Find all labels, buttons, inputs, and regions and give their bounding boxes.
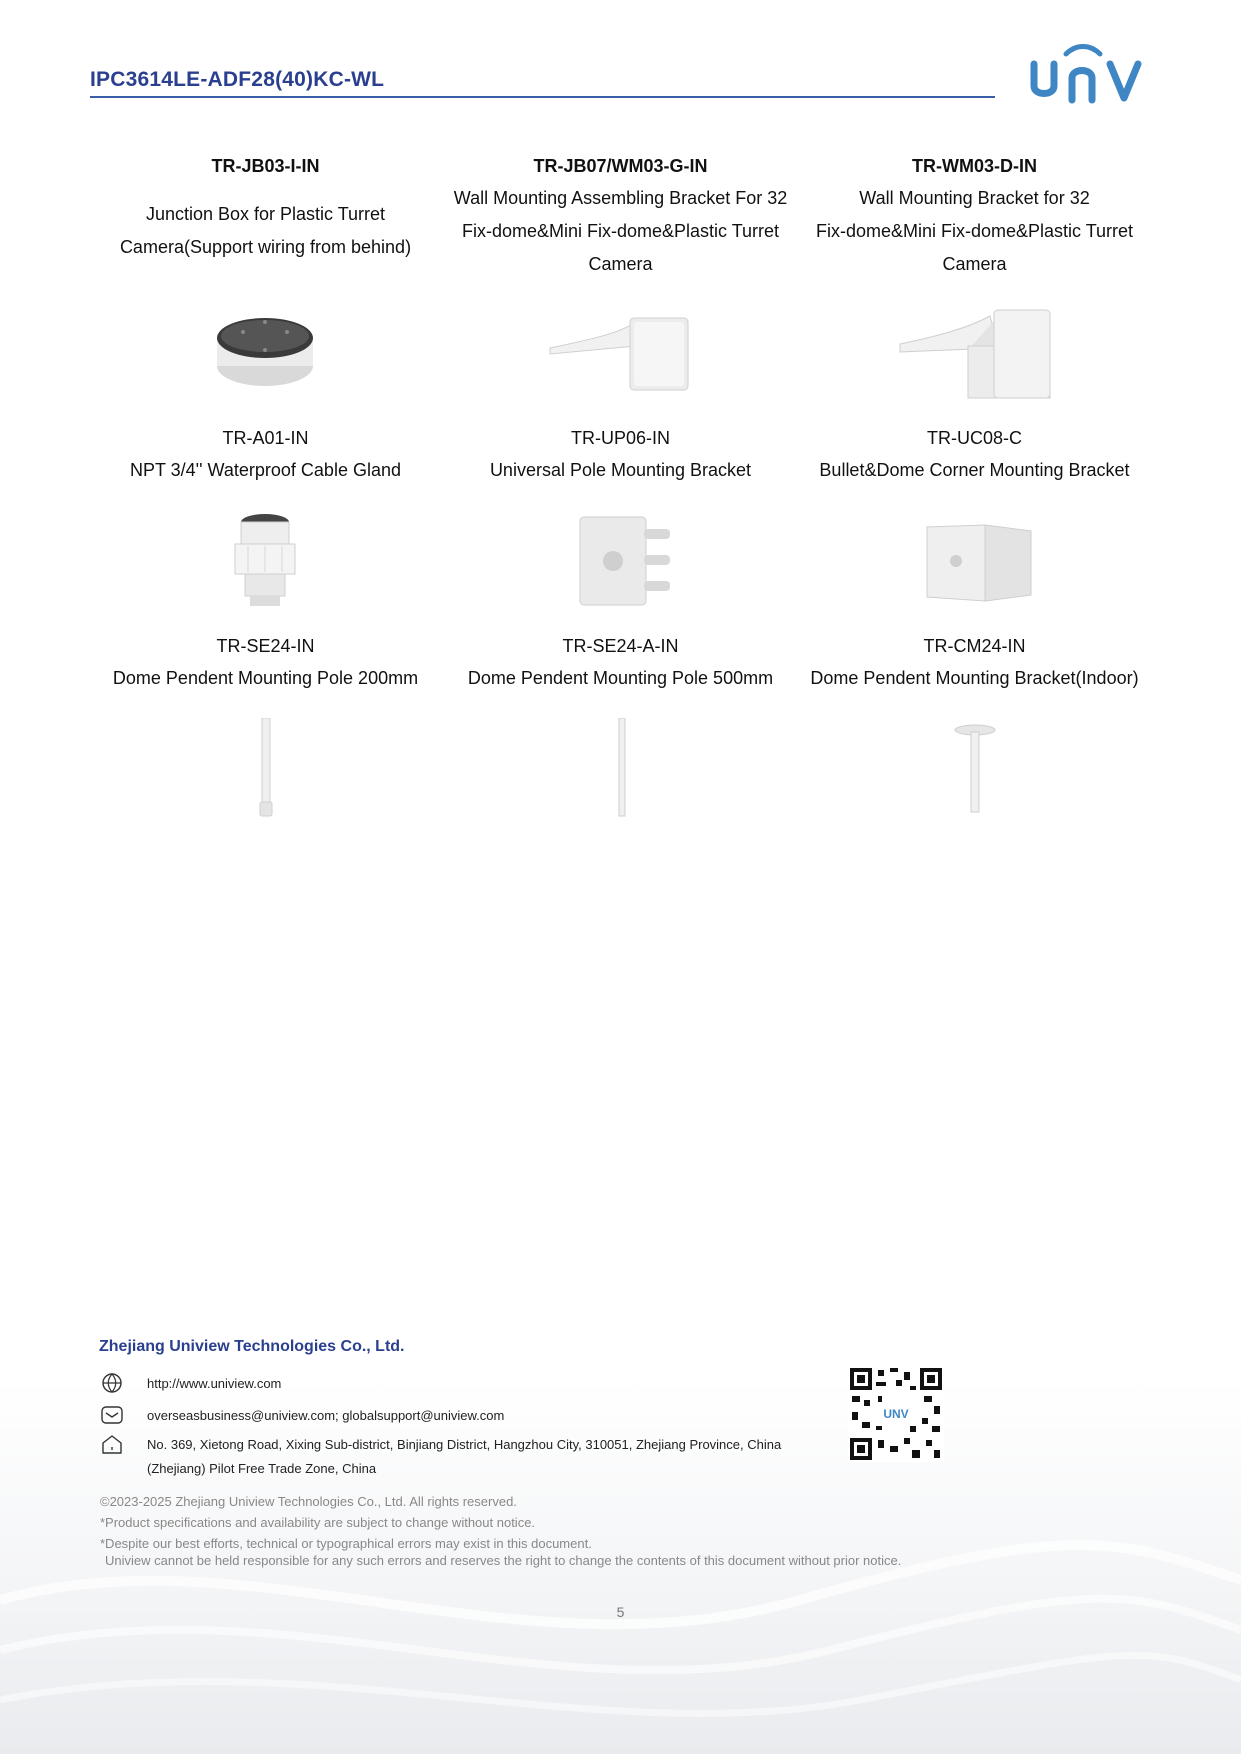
legal-notice: *Product specifications and availability are subject to change without notice. [100, 1515, 536, 1530]
legal-notice: Uniview cannot be held responsible for any such errors and reserves the right to change the contents of this document without prior notice. [105, 1553, 902, 1568]
footer-email-row [100, 1404, 504, 1428]
email-link[interactable]: overseasbusiness@uniview.com; globalsupport@uniview.com [147, 1408, 505, 1423]
document-title: IPC3614LE-ADF28(40)KC-WL [90, 68, 385, 91]
model-number: TR-SE24-IN [216, 636, 315, 656]
model-description: Dome Pendent Mounting Bracket(Indoor) [810, 668, 1139, 688]
model-number: TR-CM24-IN [923, 636, 1026, 656]
cable-gland-image [230, 512, 300, 608]
accessory-item [88, 150, 443, 264]
model-description: NPT 3/4'' Waterproof Cable Gland [129, 460, 401, 480]
model-description: Dome Pendent Mounting Pole 200mm [112, 668, 419, 688]
model-description: Junction Box for Plastic Turret [145, 204, 386, 224]
model-number: TR-JB07/WM03-G-IN [533, 156, 708, 176]
accessory-item [797, 150, 1152, 281]
model-description: Fix-dome&Mini Fix-dome&Plastic Turret [461, 221, 780, 241]
wall-bracket-image [898, 306, 1053, 400]
mail-icon [100, 1404, 124, 1426]
accessory-item [797, 422, 1152, 487]
model-description: Fix-dome&Mini Fix-dome&Plastic Turret [815, 221, 1134, 241]
model-description: Dome Pendent Mounting Pole 500mm [467, 668, 774, 688]
model-description: Universal Pole Mounting Bracket [489, 460, 752, 480]
accessory-item [88, 422, 443, 487]
pendant-pole-image [258, 718, 274, 818]
model-number: TR-WM03-D-IN [912, 156, 1037, 176]
company-name: Zhejiang Uniview Technologies Co., Ltd. [99, 1338, 405, 1355]
model-description: Camera [588, 254, 653, 274]
model-number: TR-A01-IN [222, 428, 309, 448]
model-number: TR-UC08-C [926, 428, 1022, 448]
accessory-item [797, 630, 1152, 695]
footer-website-row [100, 1372, 281, 1396]
globe-icon [100, 1372, 124, 1394]
model-description: Wall Mounting Bracket for 32 [859, 188, 1090, 208]
model-number: TR-UP06-IN [570, 428, 670, 448]
address-line: No. 369, Xietong Road, Xixing Sub-district, Binjiang District, Hangzhou City, 310051, Zhejiang Province, China [147, 1437, 782, 1452]
pendant-bracket-image [953, 724, 997, 814]
legal-notice: *Despite our best efforts, technical or typographical errors may exist in this document. [100, 1536, 592, 1551]
qr-logo-text: UNV [883, 1407, 909, 1421]
accessory-item [443, 150, 798, 281]
pendant-pole-image [617, 718, 627, 818]
qr-code [848, 1366, 944, 1462]
model-description: Camera [942, 254, 1007, 274]
pole-bracket-image [578, 515, 674, 607]
address-line: (Zhejiang) Pilot Free Trade Zone, China [147, 1461, 377, 1476]
model-number: TR-SE24-A-IN [562, 636, 679, 656]
junction-box-image [215, 312, 315, 392]
accessory-item [443, 630, 798, 695]
corner-bracket-image [925, 523, 1033, 603]
model-description: Bullet&Dome Corner Mounting Bracket [819, 460, 1130, 480]
page-number: 5 [616, 1604, 625, 1620]
copyright-text: ©2023-2025 Zhejiang Uniview Technologies Co., Ltd. All rights reserved. [100, 1494, 517, 1509]
wall-bracket-image [548, 312, 693, 394]
model-description: Wall Mounting Assembling Bracket For 32 [453, 188, 788, 208]
accessory-item [88, 630, 443, 695]
website-link[interactable]: http://www.uniview.com [147, 1376, 282, 1391]
model-description: Camera(Support wiring from behind) [119, 237, 412, 257]
model-number: TR-JB03-I-IN [211, 156, 320, 176]
header-divider [90, 96, 995, 98]
unv-logo [1028, 42, 1146, 106]
home-icon [100, 1433, 124, 1455]
footer-address-row [100, 1433, 781, 1481]
accessory-item [443, 422, 798, 487]
